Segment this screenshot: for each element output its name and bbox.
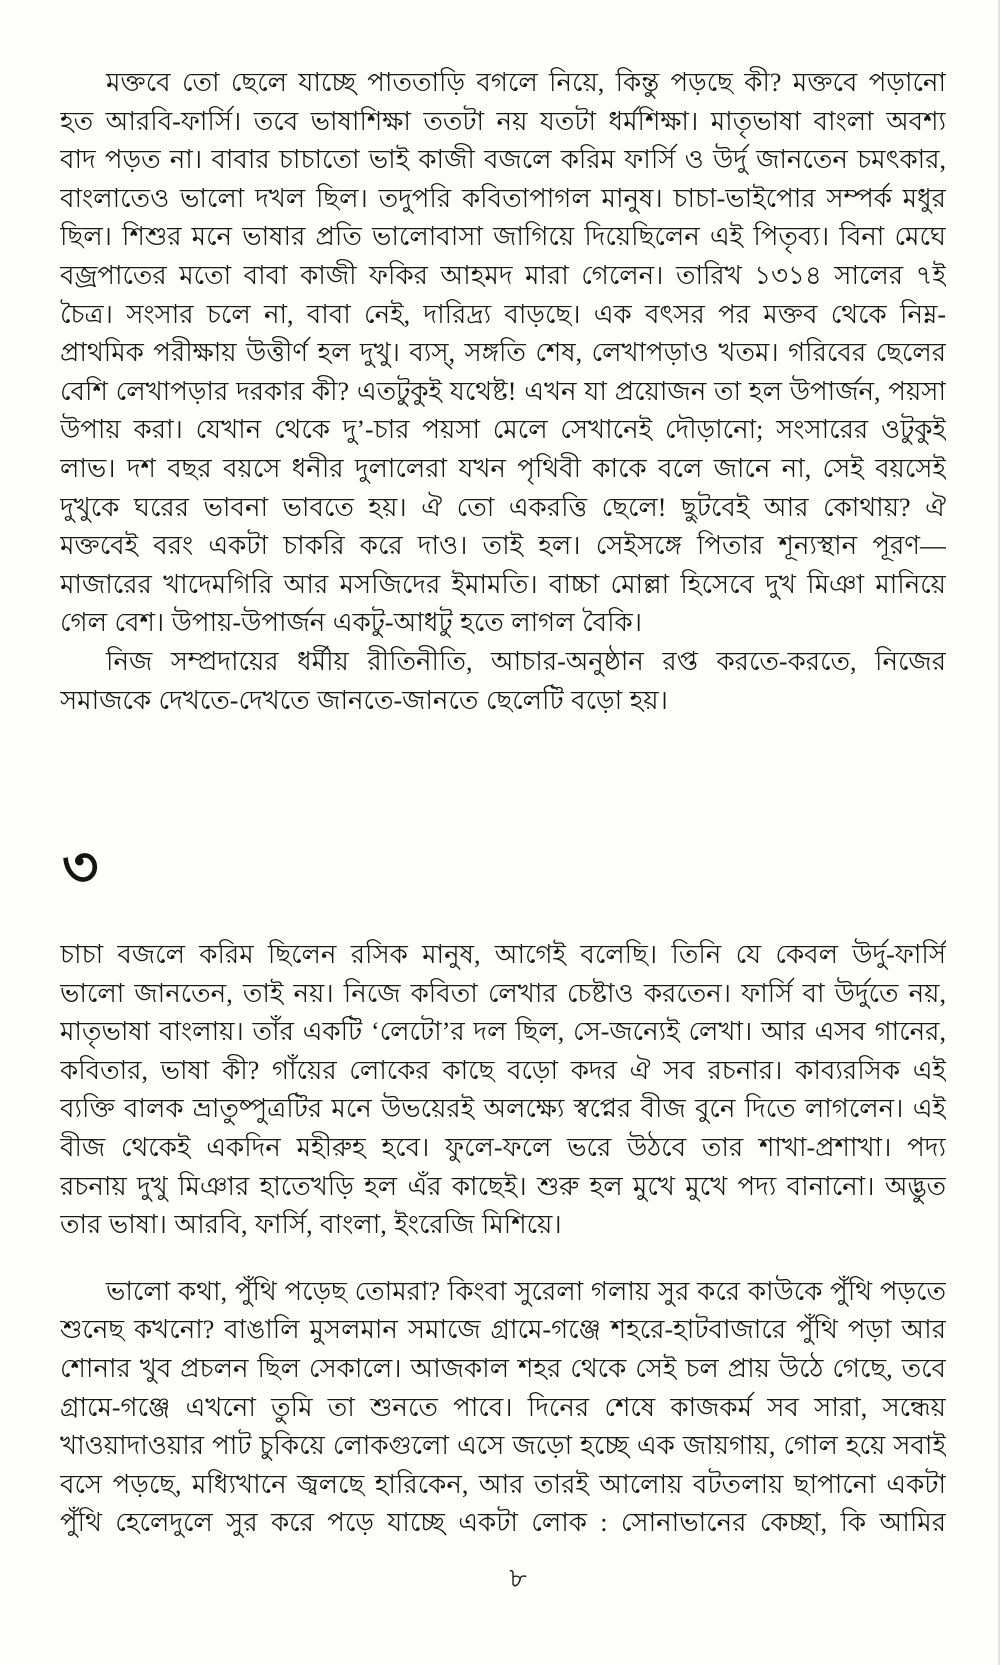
text-line: শুনেছ কখনো? বাঙালি মুসলমান সমাজে গ্রামে-গঞ্জে শহরে-হাটবাজারে পুঁথি পড়া আর [60, 1315, 946, 1345]
text-line: গ্রামে-গঞ্জে এখনো তুমি তা শুনতে পাবে। দিনের শেষে কাজকর্ম সব সারা, সন্ধেয় [60, 1392, 946, 1422]
text-line: দুখুকে ঘরের ভাবনা ভাবতে হয়। ঐ তো একরত্তি ছেলে! ছুটবেই আর কোথায়? ঐ [60, 492, 946, 522]
text-line: গেল বেশ। উপায়-উপার্জন একটু-আধটু হতে লাগল বৈকি। [60, 608, 643, 638]
text-line: সমাজকে দেখতে-দেখতে জানতে-জানতে ছেলেটি বড়ো হয়। [60, 685, 668, 715]
text-line: কবিতার, ভাষা কী? গাঁয়ের লোকের কাছে বড়ো কদর ঐ সব রচনার। কাব্যরসিক এই [60, 1055, 946, 1085]
page-number: ৮ [509, 1563, 527, 1593]
text-line: ব্যক্তি বালক ভ্রাতুষ্পুত্রটির মনে উভয়েরই অলক্ষ্যে স্বপ্নের বীজ বুনে দিতে লাগলেন। এই [60, 1094, 946, 1124]
text-line: বজ্রপাতের মতো বাবা কাজী ফকির আহমদ মারা গেলেন। তারিখ ১৩১৪ সালের ৭ই [60, 260, 946, 290]
text-line: বাদ পড়ত না। বাবার চাচাতো ভাই কাজী বজলে করিম ফার্সি ও উর্দু জানতেন চমৎকার, [60, 145, 946, 175]
paragraph-4 [60, 1273, 946, 1543]
text-line: মাতৃভাষা বাংলায়। তাঁর একটি ‘লেটো’র দল ছিল, সে-জন্যেই লেখা। আর এসব গানের, [60, 1017, 946, 1047]
text-line: চাচা বজলে করিম ছিলেন রসিক মানুষ, আগেই বলেছি। তিনি যে কেবল উর্দু-ফার্সি [60, 940, 946, 970]
text-line: বাংলাতেও ভালো দখল ছিল। তদুপরি কবিতাপাগল মানুষ। চাচা-ভাইপোর সম্পর্ক মধুর [60, 183, 946, 213]
text-line: মক্তবেই বরং একটা চাকরি করে দাও। তাই হল। সেইসঙ্গে পিতার শূন্যস্থান পূরণ— [60, 531, 946, 561]
text-line: নিজ সম্প্রদায়ের ধর্মীয় রীতিনীতি, আচার-অনুষ্ঠান রপ্ত করতে-করতে, নিজের [106, 646, 946, 676]
text-line: ছিল। শিশুর মনে ভাষার প্রতি ভালোবাসা জাগিয়ে দিয়েছিলেন এই পিতৃব্য। বিনা মেঘে [60, 222, 946, 252]
text-line: প্রাথমিক পরীক্ষায় উত্তীর্ণ হল দুখু। ব্যস্, সঙ্গতি শেষ, লেখাপড়াও খতম। গরিবের ছেলের [60, 338, 946, 368]
text-line: চৈত্র। সংসার চলে না, বাবা নেই, দারিদ্র্য বাড়ছে। এক বৎসর পর মক্তব থেকে নিম্ন- [60, 299, 946, 329]
text-line: ভালো কথা, পুঁথি পড়েছ তোমরা? কিংবা সুরেলা গলায় সুর করে কাউকে পুঁথি পড়তে [106, 1276, 946, 1306]
paragraph-3 [60, 936, 946, 1245]
section-number: ৩ [62, 837, 99, 900]
text-line: খাওয়াদাওয়ার পাট চুকিয়ে লোকগুলো এসে জড়ো হচ্ছে এক জায়গায়, গোল হয়ে সবাই [60, 1431, 946, 1461]
text-line: লাভ। দশ বছর বয়সে ধনীর দুলালেরা যখন পৃথিবী কাকে বলে জানে না, সেই বয়সেই [60, 453, 946, 483]
text-line: রচনায় দুখু মিঞার হাতেখড়ি হল এঁর কাছেই। শুরু হল মুখে মুখে পদ্য বানানো। অদ্ভুত [60, 1171, 946, 1201]
text-line: হত আরবি-ফার্সি। তবে ভাষাশিক্ষা ততটা নয় যতটা ধর্মশিক্ষা। মাতৃভাষা বাংলা অবশ্য [60, 106, 946, 136]
text-line: ভালো জানতেন, তাই নয়। নিজে কবিতা লেখার চেষ্টাও করতেন। ফার্সি বা উর্দুতে নয়, [60, 978, 946, 1008]
text-line: বসে পড়ছে, মধ্যিখানে জ্বলছে হারিকেন, আর তারই আলোয় বটতলায় ছাপানো একটা [60, 1469, 946, 1499]
text-line: পুঁথি হেলেদুলে সুর করে পড়ে যাচ্ছে একটা লোক : সোনাভানের কেচ্ছা, কি আমির [60, 1508, 946, 1538]
paragraph-2 [60, 643, 946, 720]
paragraph-1 [60, 64, 946, 643]
text-line: উপায় করা। যেখান থেকে দু’-চার পয়সা মেলে সেখানেই দৌড়ানো; সংসারের ওটুকুই [60, 415, 946, 445]
text-line: বেশি লেখাপড়ার দরকার কী? এতটুকুই যথেষ্ট! এখন যা প্রয়োজন তা হল উপার্জন, পয়সা [60, 376, 946, 406]
text-line: বীজ থেকেই একদিন মহীরুহ হবে। ফুলে-ফলে ভরে উঠবে তার শাখা-প্রশাখা। পদ্য [60, 1133, 946, 1163]
text-line: মাজারের খাদেমগিরি আর মসজিদের ইমামতি। বাচ্চা মোল্লা হিসেবে দুখ মিঞা মানিয়ে [60, 569, 946, 599]
page-text [60, 0, 946, 1543]
text-line: তার ভাষা। আরবি, ফার্সি, বাংলা, ইংরেজি মিশিয়ে। [60, 1210, 562, 1240]
text-line: শোনার খুব প্রচলন ছিল সেকালে। আজকাল শহর থেকে সেই চল প্রায় উঠে গেছে, তবে [60, 1354, 946, 1384]
text-line: মক্তবে তো ছেলে যাচ্ছে পাততাড়ি বগলে নিয়ে, কিন্তু পড়ছে কী? মক্তবে পড়ানো [106, 68, 946, 97]
